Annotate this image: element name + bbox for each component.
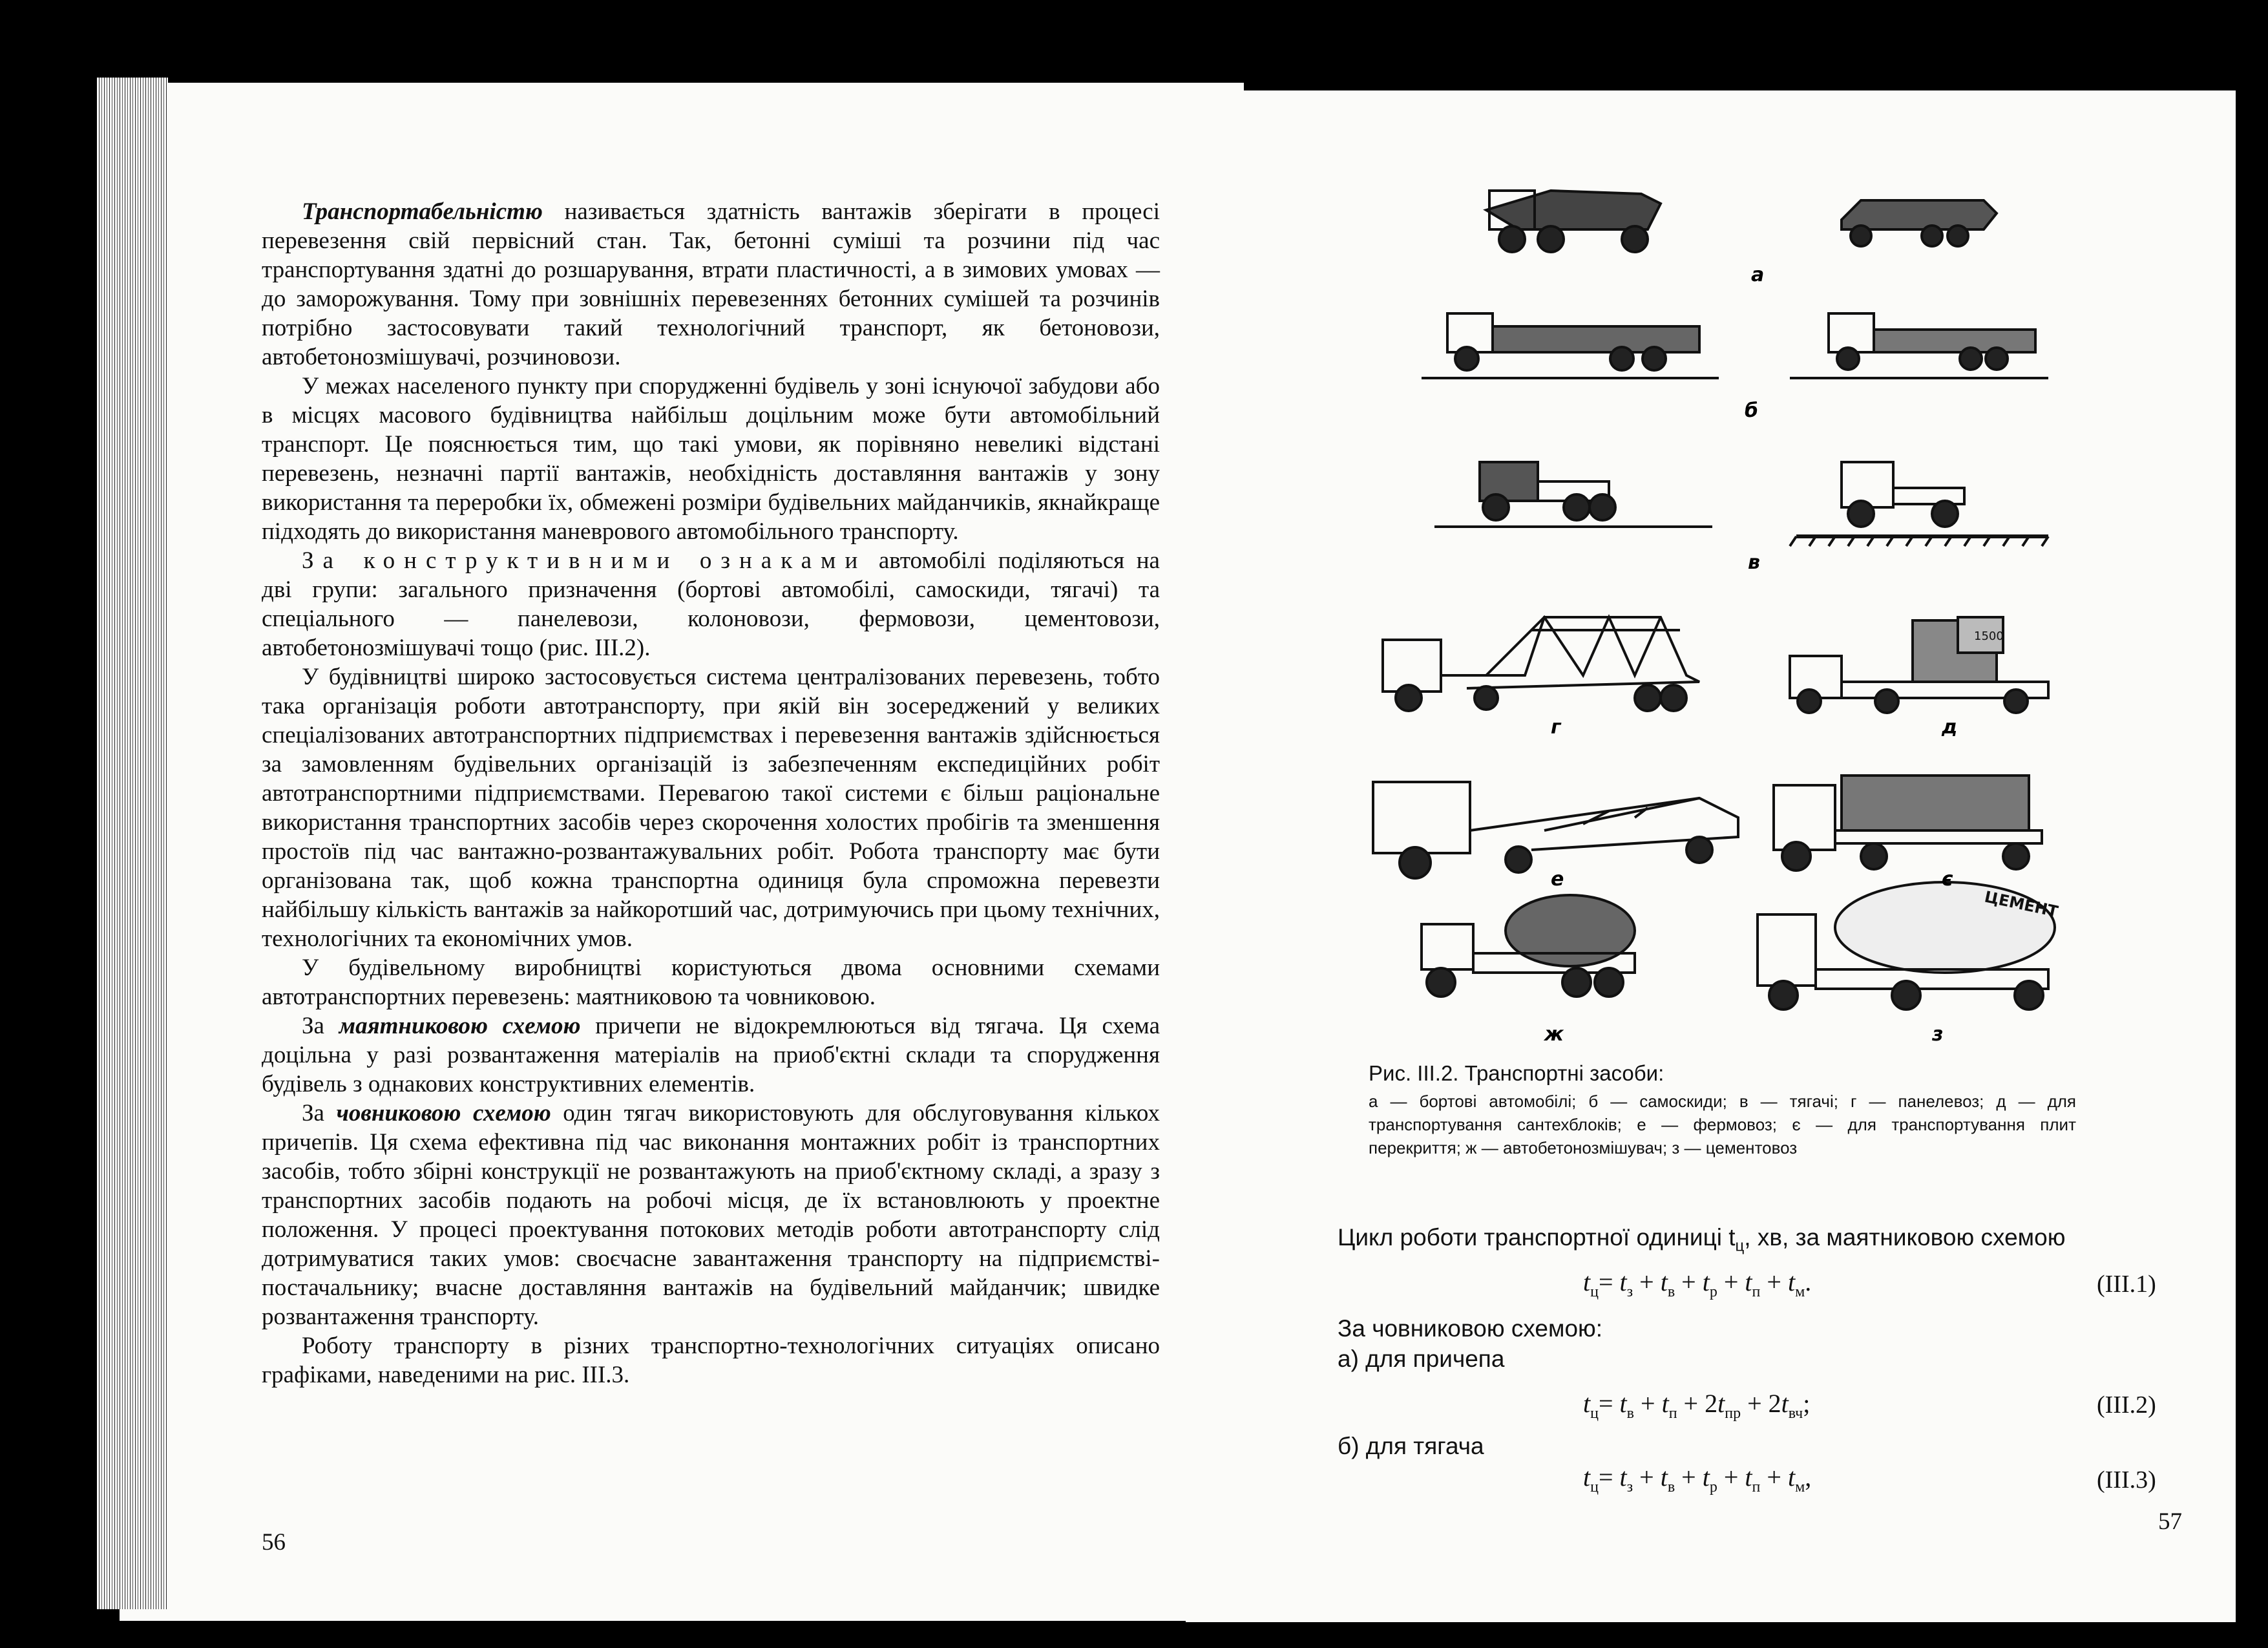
paragraph-text: У будівництві широко застосовується система централізованих перевезень, тобто така організація роботи автотранспорту, при якій він зосереджений у великих спеціалізованих автотранспортних підприємствах і перевезення вантажів здійснюється за замовленням будівельних організацій із забезпеченням експедиційних робіт автотранспортними підприємствами. Перевагою такої системи є більш раціональне використання транспортних засобів через скорочення холостих пробігів та зменшення простоїв під час вантажно-розвантажувальних робіт. Робота транспорту має бути організована так, щоб кожна транспортна одиниця була спроможна перевезти найбільшу кількість вантажів за найкоротший час, дотримуючись при цьому технічних, технологічних та економічних умов.: [262, 664, 1160, 952]
term: маятниковою схемою: [339, 1013, 581, 1039]
term: Транспортабельністю: [302, 198, 543, 225]
vehicles-illustration: [1338, 165, 2100, 1057]
paragraph: [262, 546, 1160, 662]
cycle-line-rest: , хв, за маятниковою схемою: [1744, 1224, 2066, 1251]
paragraph: [262, 1331, 1160, 1389]
term: човниковою схемою: [336, 1100, 551, 1126]
page-edges: [97, 78, 168, 1609]
paragraph-lead: За: [302, 1013, 339, 1039]
tank-lettering: ЦЕМЕНТ: [1982, 887, 2060, 921]
paragraph: [262, 1099, 1160, 1331]
paragraph: [262, 662, 1160, 953]
cycle-line-text: Цикл роботи транспортної одиниці t: [1338, 1224, 1736, 1251]
tractor-label: б) для тягача: [1338, 1433, 1484, 1459]
figure-label-ye: є: [1942, 868, 1953, 891]
truss-carrier: [1373, 782, 1738, 878]
trailer-label: а) для причепа: [1338, 1346, 1505, 1372]
tractor-truck-b: [1790, 462, 2048, 546]
paragraph: [262, 1011, 1160, 1099]
figure-label-e: е: [1551, 868, 1564, 891]
flatbed-truck-large: [1422, 313, 1719, 378]
paragraph-text: один тягач використовують для обслуговування кількох причепів. Ця схема ефективна під час виконання монтажних робіт із транспортних засобів, тобто збірні конструкції не розвантажують на приоб'єктному складі, а зразу з транспортних засобів подають на робочі місця, де їх встановлюють у проектне положення. У процесі проектування потокових методів роботи автотранспорту слід дотримуватися таких умов: своєчасне завантаження транспорту на підприємстві-постачальнику; вчасне доставляння вантажів на будівельний майданчик; швидке розвантаження транспорту.: [262, 1100, 1160, 1330]
paragraph-text: називається здатність вантажів зберігати в процесі перевезення свій первісний стан. Так, бетонні суміші та розчини під час транспортування здатні до розшарування, втрати пластичності, а в зимових умовах — до заморожування. Тому при зовнішніх перевезеннях бетонних сумішей та розчинів потрібно застосовувати такий технологічний транспорт, як бетоновози, автобетонозмішувачі, розчиновози.: [262, 198, 1160, 370]
formula-2: $t_ц= t_в + t_п + 2t_{пр} + 2t_{вч}$;: [1583, 1389, 1811, 1422]
flatbed-truck-small: [1790, 313, 2048, 378]
dump-truck-large: [1486, 191, 1661, 252]
equation-number-3: (III.3): [2097, 1466, 2156, 1494]
equation-number-1: (III.1): [2097, 1271, 2156, 1298]
sanitary-block-carrier: [1790, 617, 2048, 713]
formula-1: $t_ц= t_з + t_в + t_р + t_п + t_м$.: [1583, 1267, 1812, 1300]
paragraph: [262, 197, 1160, 372]
cycle-subscript: ц: [1735, 1237, 1745, 1255]
spaced-term: За конструктивними ознаками: [302, 547, 867, 574]
page-number-right: 57: [2158, 1508, 2182, 1535]
figure-label-z: з: [1932, 1023, 1944, 1046]
left-page-text: [262, 197, 1160, 1389]
paragraph: [262, 953, 1160, 1011]
cycle-line: [1338, 1223, 2194, 1261]
page-number-left: 56: [262, 1529, 286, 1556]
figure-label-zh: ж: [1544, 1023, 1564, 1046]
tractor-truck-a: [1434, 462, 1712, 527]
paragraph-text: У межах населеного пункту при спорудженні будівель у зоні існуючої забудови або в місцях масового будівництва найбільш доцільним може бути автомобільний транспорт. Це пояснюється тим, що такі умови, як порівняно невеликі відстані перевезень, незначні партії вантажів, необхідність доставляння вантажів у зону використання та переробки їх, обмежені розміри будівельних майданчиків, якнайкраще підходять до використання маневрового автомобільного транспорту.: [262, 373, 1160, 545]
dump-truck-small: [1842, 200, 1997, 246]
panel-carrier: [1383, 617, 1699, 711]
paragraph-text: Роботу транспорту в різних транспортно-технологічних ситуаціях описано графіками, наведеними на рис. III.3.: [262, 1333, 1160, 1388]
shuttle-heading: За човниковою схемою:: [1338, 1315, 1603, 1342]
paragraph-text: автомобілі поділяються на дві групи: загального призначення (бортові автомобілі, самоскиди, тягачі) та спеціального — панелевози, колоновози, фермовози, цементовози, автобетонозмішувачі тощо (рис. III.2).: [262, 547, 1160, 661]
figure-label-d: д: [1942, 716, 1958, 739]
concrete-mixer-truck: [1422, 895, 1635, 997]
paragraph-text: У будівельному виробництві користуються двома основними схемами автотранспортних перевезень: маятниковою та човниковою.: [262, 955, 1160, 1010]
figure-label-a: а: [1751, 264, 1765, 286]
formula-3: $t_ц= t_з + t_в + t_р + t_п + t_м$,: [1583, 1463, 1812, 1495]
vehicles-figure: [1338, 165, 2100, 1057]
figure-label-h: г: [1551, 716, 1561, 739]
equation-number-2: (III.2): [2097, 1391, 2156, 1419]
paragraph-text: причепи не відокремлюються від тягача. Ця схема доцільна у разі розвантаження матеріалів на приоб'єктні склади та спорудження будівель з однакових конструктивних елементів.: [262, 1013, 1160, 1097]
paragraph-lead: За: [302, 1100, 337, 1126]
figure-caption: [1369, 1060, 2076, 1159]
caption-title: Рис. III.2. Транспортні засоби:: [1369, 1061, 1664, 1085]
caption-body: а — бортові автомобілі; б — самоскиди; в — тягачі; г — панелевоз; д — для транспортування сантехблоків; е — фермовоз; є — для транспортування плит перекриття; ж — автобетонозмішувач; з — цементовоз: [1369, 1092, 2076, 1157]
paragraph: [262, 372, 1160, 546]
figure-label-v: в: [1748, 551, 1760, 574]
slab-carrier: [1774, 776, 2042, 871]
figure-label-b: б: [1745, 399, 1758, 422]
block-lettering: 1500: [1974, 629, 2004, 643]
